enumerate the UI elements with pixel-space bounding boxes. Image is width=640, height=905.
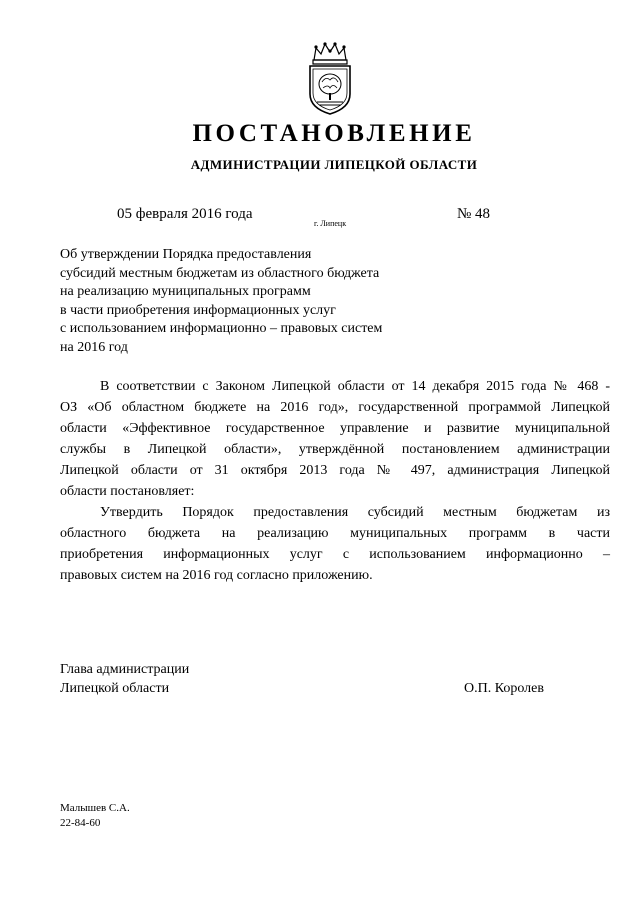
- subject-line: субсидий местным бюджетам из областного бюджета: [60, 265, 380, 281]
- paragraph-line: В соответствии с Законом Липецкой области от 14 декабря 2015 года № 468 -: [100, 379, 610, 394]
- issuing-authority: АДМИНИСТРАЦИИ ЛИПЕЦКОЙ ОБЛАСТИ: [190, 157, 478, 172]
- document-subject: [60, 246, 460, 358]
- paragraph-line: правовых систем на 2016 год согласно приложению.: [60, 568, 373, 583]
- subject-line: на 2016 год: [60, 339, 128, 355]
- paragraph-line: службы в Липецкой области», утверждённой постановлением администрации: [60, 442, 610, 457]
- preamble-paragraph: [60, 376, 610, 502]
- executor-name: Малышев С.А.: [60, 802, 130, 814]
- paragraph-line: ОЗ «Об областном бюджете на 2016 год», государственной программой Липецкой: [60, 400, 610, 415]
- document-title: ПОСТАНОВЛЕНИЕ: [192, 120, 476, 147]
- paragraph-line: Утвердить Порядок предоставления субсидий местным бюджетам из: [100, 505, 610, 520]
- signatory-name: О.П. Королев: [464, 681, 544, 696]
- executor-phone: 22-84-60: [60, 817, 101, 829]
- coat-of-arms-icon: [304, 42, 356, 116]
- executor-info: [60, 801, 130, 831]
- document-place: г. Липецк: [314, 219, 347, 228]
- paragraph-line: областного бюджета на реализацию муниципальных программ в части: [60, 526, 610, 541]
- subject-line: с использованием информационно – правовых систем: [60, 321, 383, 337]
- paragraph-line: приобретения информационных услуг с использованием информационно –: [60, 547, 610, 562]
- paragraph-line: области «Эффективное государственное управление и развитие муниципальной: [60, 421, 610, 436]
- resolution-paragraph: [60, 502, 610, 586]
- signatory-position: [60, 660, 189, 698]
- signatory-position-line: Липецкой области: [60, 681, 170, 696]
- document-number: № 48: [457, 206, 491, 222]
- document-date: 05 февраля 2016 года: [117, 206, 253, 222]
- subject-line: в части приобретения информационных услуг: [60, 302, 336, 318]
- paragraph-line: области постановляет:: [60, 484, 195, 499]
- signatory-position-line: Глава администрации: [60, 662, 190, 677]
- subject-line: на реализацию муниципальных программ: [60, 284, 311, 300]
- paragraph-line: Липецкой области от 31 октября 2013 года № 497, администрация Липецкой: [60, 463, 610, 478]
- subject-line: Об утверждении Порядка предоставления: [60, 247, 312, 262]
